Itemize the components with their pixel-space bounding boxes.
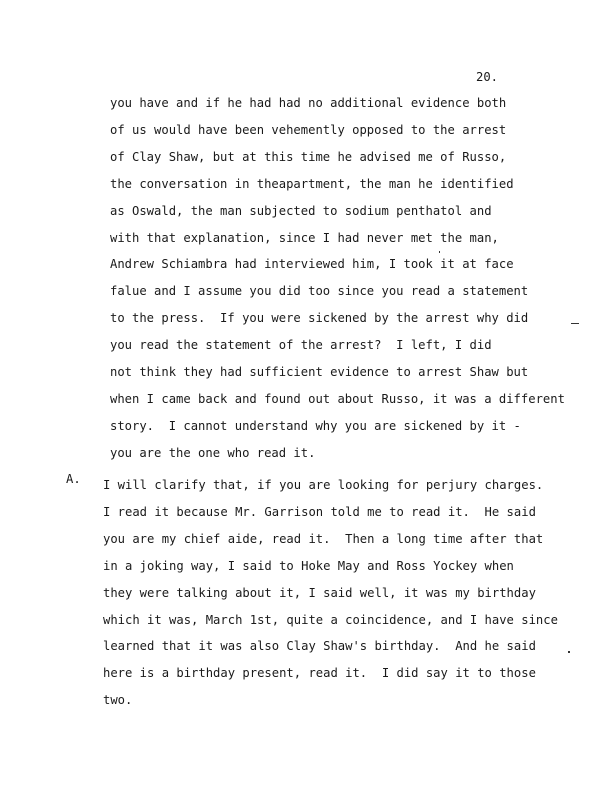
page-number: 20. — [476, 70, 499, 84]
transcript-line: you read the statement of the arrest? I left, I did — [110, 338, 492, 353]
transcript-line: you are the one who read it. — [110, 445, 316, 460]
transcript-line: I will clarify that, if you are looking for perjury charges. — [103, 478, 544, 492]
transcript-line: of Clay Shaw, but at this time he advised me of Russo, — [110, 149, 507, 164]
scan-speck — [439, 251, 440, 253]
scan-speck — [571, 323, 579, 324]
answer-marker: A. — [66, 472, 81, 486]
transcript-line: to the press. If you were sickened by the arrest why did — [110, 311, 529, 326]
transcript-line: two. — [103, 693, 133, 708]
transcript-line: not think they had sufficient evidence to arrest Shaw but — [110, 365, 529, 379]
transcript-line: which it was, March 1st, quite a coincidence, and I have since — [103, 612, 558, 627]
transcript-line: when I came back and found out about Russo, it was a different — [110, 391, 565, 406]
transcript-line: story. I cannot understand why you are sickened by it - — [110, 418, 521, 433]
transcript-line: in a joking way, I said to Hoke May and Ross Yockey when — [103, 558, 514, 573]
transcript-line: the conversation in theapartment, the man he identified — [110, 176, 514, 191]
transcript-line: of us would have been vehemently opposed to the arrest — [110, 122, 507, 137]
transcript-line: as Oswald, the man subjected to sodium penthatol and — [110, 203, 492, 218]
transcript-line: with that explanation, since I had never met the man, — [110, 230, 499, 245]
transcript-line: falue and I assume you did too since you read a statement — [110, 284, 529, 299]
transcript-line: I read it because Mr. Garrison told me to read it. He said — [103, 504, 536, 519]
transcript-line: learned that it was also Clay Shaw's birthday. And he said — [103, 639, 536, 654]
transcript-line: Andrew Schiambra had interviewed him, I took it at face — [110, 257, 514, 272]
scan-speck — [568, 651, 570, 653]
transcript-line: they were talking about it, I said well, it was my birthday — [103, 585, 536, 600]
transcript-line: you are my chief aide, read it. Then a long time after that — [103, 531, 544, 546]
transcript-line: you have and if he had had no additional evidence both — [110, 96, 507, 110]
transcript-line: here is a birthday present, read it. I did say it to those — [103, 666, 536, 681]
